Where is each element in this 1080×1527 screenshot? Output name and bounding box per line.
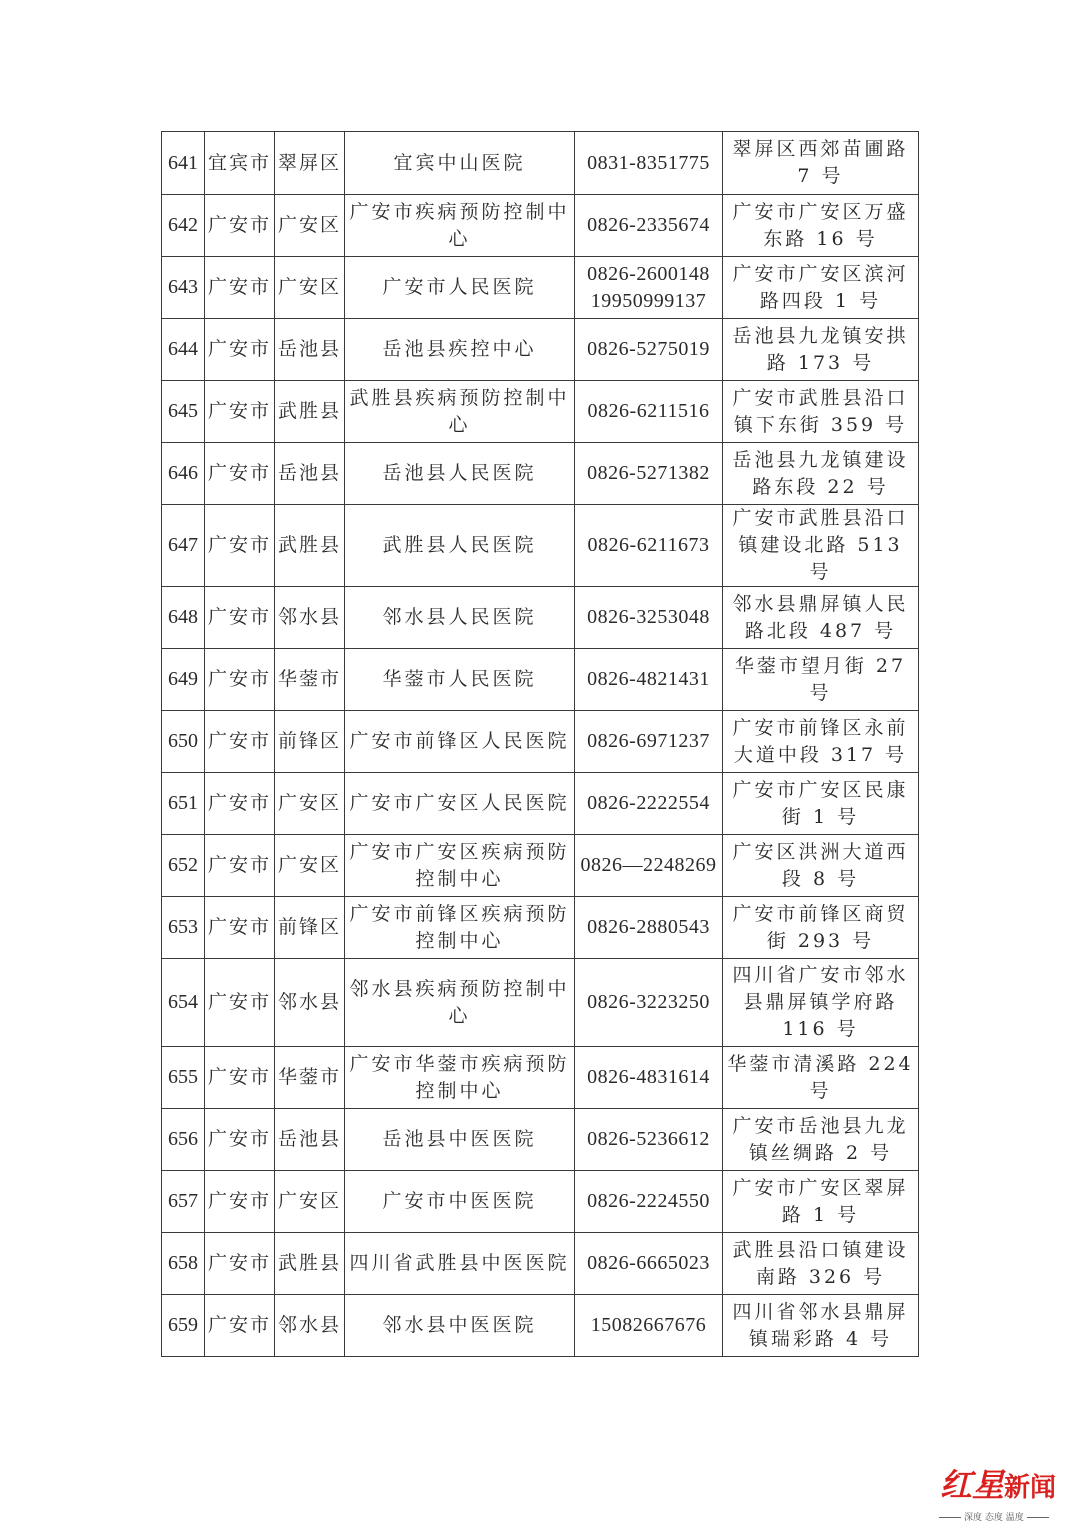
cell-number: 649: [162, 649, 205, 711]
cell-district: 岳池县: [275, 443, 345, 505]
cell-institution: 广安市疾病预防控制中心: [345, 195, 575, 257]
cell-city: 宜宾市: [205, 132, 275, 195]
table-row: [162, 1171, 919, 1233]
cell-phone: 0826-2880543: [575, 897, 723, 959]
cell-district: 邻水县: [275, 587, 345, 649]
table-row: [162, 257, 919, 319]
hospital-contact-table: [161, 131, 919, 1357]
cell-district: 岳池县: [275, 1109, 345, 1171]
table-row: [162, 1109, 919, 1171]
cell-institution: 广安市华蓥市疾病预防控制中心: [345, 1047, 575, 1109]
watermark-logo: [940, 1460, 1056, 1506]
hongxing-news-watermark: [940, 1460, 1080, 1527]
table-row: [162, 1047, 919, 1109]
cell-address: 翠屏区西郊苗圃路 7 号: [723, 132, 919, 195]
cell-district: 武胜县: [275, 505, 345, 587]
cell-address: 武胜县沿口镇建设南路 326 号: [723, 1233, 919, 1295]
cell-city: 广安市: [205, 1109, 275, 1171]
cell-address: 四川省邻水县鼎屏镇瑞彩路 4 号: [723, 1295, 919, 1357]
cell-number: 647: [162, 505, 205, 587]
cell-institution: 武胜县疾病预防控制中心: [345, 381, 575, 443]
table-row: [162, 649, 919, 711]
table-row: [162, 319, 919, 381]
cell-phone: 0826-6971237: [575, 711, 723, 773]
cell-number: 650: [162, 711, 205, 773]
cell-address: 岳池县九龙镇安拱路 173 号: [723, 319, 919, 381]
table-row: [162, 773, 919, 835]
cell-city: 广安市: [205, 1233, 275, 1295]
cell-district: 广安区: [275, 257, 345, 319]
table-row: [162, 897, 919, 959]
cell-institution: 岳池县中医医院: [345, 1109, 575, 1171]
cell-institution: 广安市广安区疾病预防控制中心: [345, 835, 575, 897]
cell-phone: 15082667676: [575, 1295, 723, 1357]
watermark-slogan-row: [936, 1510, 1052, 1523]
table-row: [162, 959, 919, 1047]
table-row: [162, 1295, 919, 1357]
cell-district: 广安区: [275, 835, 345, 897]
cell-number: 657: [162, 1171, 205, 1233]
cell-institution: 岳池县人民医院: [345, 443, 575, 505]
cell-district: 广安区: [275, 773, 345, 835]
table-row: [162, 381, 919, 443]
cell-phone: 0826—2248269: [575, 835, 723, 897]
cell-district: 武胜县: [275, 381, 345, 443]
cell-phone: 0826-5236612: [575, 1109, 723, 1171]
cell-number: 651: [162, 773, 205, 835]
cell-address: 广安区洪洲大道西段 8 号: [723, 835, 919, 897]
cell-city: 广安市: [205, 959, 275, 1047]
cell-institution: 广安市前锋区疾病预防控制中心: [345, 897, 575, 959]
cell-number: 646: [162, 443, 205, 505]
cell-institution: 宜宾中山医院: [345, 132, 575, 195]
table-row: [162, 711, 919, 773]
cell-phone: 0826-4831614: [575, 1047, 723, 1109]
cell-institution: 岳池县疾控中心: [345, 319, 575, 381]
cell-address: 华蓥市望月街 27 号: [723, 649, 919, 711]
cell-city: 广安市: [205, 587, 275, 649]
cell-district: 广安区: [275, 1171, 345, 1233]
cell-city: 广安市: [205, 443, 275, 505]
cell-city: 广安市: [205, 195, 275, 257]
cell-address: 广安市广安区民康街 1 号: [723, 773, 919, 835]
cell-city: 广安市: [205, 835, 275, 897]
cell-address: 广安市武胜县沿口镇下东街 359 号: [723, 381, 919, 443]
cell-phone: 0826-2335674: [575, 195, 723, 257]
cell-phone: 0826-2222554: [575, 773, 723, 835]
divider-line: [1027, 1517, 1049, 1518]
cell-city: 广安市: [205, 505, 275, 587]
cell-phone: 0826-4821431: [575, 649, 723, 711]
cell-address: 四川省广安市邻水县鼎屏镇学府路 116 号: [723, 959, 919, 1047]
cell-city: 广安市: [205, 773, 275, 835]
cell-number: 644: [162, 319, 205, 381]
cell-address: 广安市广安区翠屏路 1 号: [723, 1171, 919, 1233]
cell-address: 邻水县鼎屏镇人民路北段 487 号: [723, 587, 919, 649]
cell-number: 656: [162, 1109, 205, 1171]
cell-institution: 广安市广安区人民医院: [345, 773, 575, 835]
cell-district: 广安区: [275, 195, 345, 257]
cell-number: 643: [162, 257, 205, 319]
cell-district: 武胜县: [275, 1233, 345, 1295]
cell-institution: 四川省武胜县中医医院: [345, 1233, 575, 1295]
cell-city: 广安市: [205, 897, 275, 959]
cell-city: 广安市: [205, 319, 275, 381]
table-row: [162, 587, 919, 649]
cell-district: 岳池县: [275, 319, 345, 381]
cell-number: 642: [162, 195, 205, 257]
table-row: [162, 835, 919, 897]
table-row: [162, 443, 919, 505]
watermark-slogan: 深度 态度 温度: [964, 1513, 1024, 1523]
table-row: [162, 132, 919, 195]
cell-number: 653: [162, 897, 205, 959]
cell-district: 前锋区: [275, 897, 345, 959]
cell-district: 前锋区: [275, 711, 345, 773]
cell-city: 广安市: [205, 1171, 275, 1233]
cell-address: 广安市岳池县九龙镇丝绸路 2 号: [723, 1109, 919, 1171]
cell-district: 邻水县: [275, 959, 345, 1047]
cell-institution: 邻水县疾病预防控制中心: [345, 959, 575, 1047]
cell-phone: 0826-6211516: [575, 381, 723, 443]
table-body: [162, 132, 919, 1357]
cell-institution: 广安市中医医院: [345, 1171, 575, 1233]
watermark-brand-news: 新闻: [1004, 1473, 1057, 1503]
cell-phone: 0826-2600148 19950999137: [575, 257, 723, 319]
cell-institution: 华蓥市人民医院: [345, 649, 575, 711]
cell-address: 广安市广安区滨河路四段 1 号: [723, 257, 919, 319]
cell-number: 658: [162, 1233, 205, 1295]
cell-number: 648: [162, 587, 205, 649]
cell-address: 广安市广安区万盛东路 16 号: [723, 195, 919, 257]
cell-district: 华蓥市: [275, 649, 345, 711]
cell-address: 广安市武胜县沿口镇建设北路 513 号: [723, 505, 919, 587]
cell-number: 645: [162, 381, 205, 443]
cell-institution: 广安市人民医院: [345, 257, 575, 319]
cell-phone: 0826-3223250: [575, 959, 723, 1047]
cell-phone: 0826-3253048: [575, 587, 723, 649]
watermark-brand-red: 红星: [940, 1466, 1005, 1504]
cell-district: 华蓥市: [275, 1047, 345, 1109]
cell-phone: 0831-8351775: [575, 132, 723, 195]
divider-line: [939, 1517, 961, 1518]
cell-number: 659: [162, 1295, 205, 1357]
cell-phone: 0826-5275019: [575, 319, 723, 381]
cell-number: 654: [162, 959, 205, 1047]
cell-city: 广安市: [205, 1295, 275, 1357]
table-row: [162, 1233, 919, 1295]
cell-address: 广安市前锋区商贸街 293 号: [723, 897, 919, 959]
cell-address: 广安市前锋区永前大道中段 317 号: [723, 711, 919, 773]
cell-phone: 0826-6211673: [575, 505, 723, 587]
cell-city: 广安市: [205, 711, 275, 773]
cell-city: 广安市: [205, 1047, 275, 1109]
cell-address: 华蓥市清溪路 224 号: [723, 1047, 919, 1109]
cell-phone: 0826-2224550: [575, 1171, 723, 1233]
cell-number: 655: [162, 1047, 205, 1109]
cell-institution: 邻水县中医医院: [345, 1295, 575, 1357]
cell-district: 邻水县: [275, 1295, 345, 1357]
cell-phone: 0826-5271382: [575, 443, 723, 505]
cell-address: 岳池县九龙镇建设路东段 22 号: [723, 443, 919, 505]
cell-district: 翠屏区: [275, 132, 345, 195]
cell-city: 广安市: [205, 257, 275, 319]
cell-city: 广安市: [205, 649, 275, 711]
table-row: [162, 195, 919, 257]
cell-institution: 广安市前锋区人民医院: [345, 711, 575, 773]
cell-phone: 0826-6665023: [575, 1233, 723, 1295]
cell-institution: 邻水县人民医院: [345, 587, 575, 649]
cell-city: 广安市: [205, 381, 275, 443]
table-row: [162, 505, 919, 587]
cell-number: 652: [162, 835, 205, 897]
cell-institution: 武胜县人民医院: [345, 505, 575, 587]
cell-number: 641: [162, 132, 205, 195]
